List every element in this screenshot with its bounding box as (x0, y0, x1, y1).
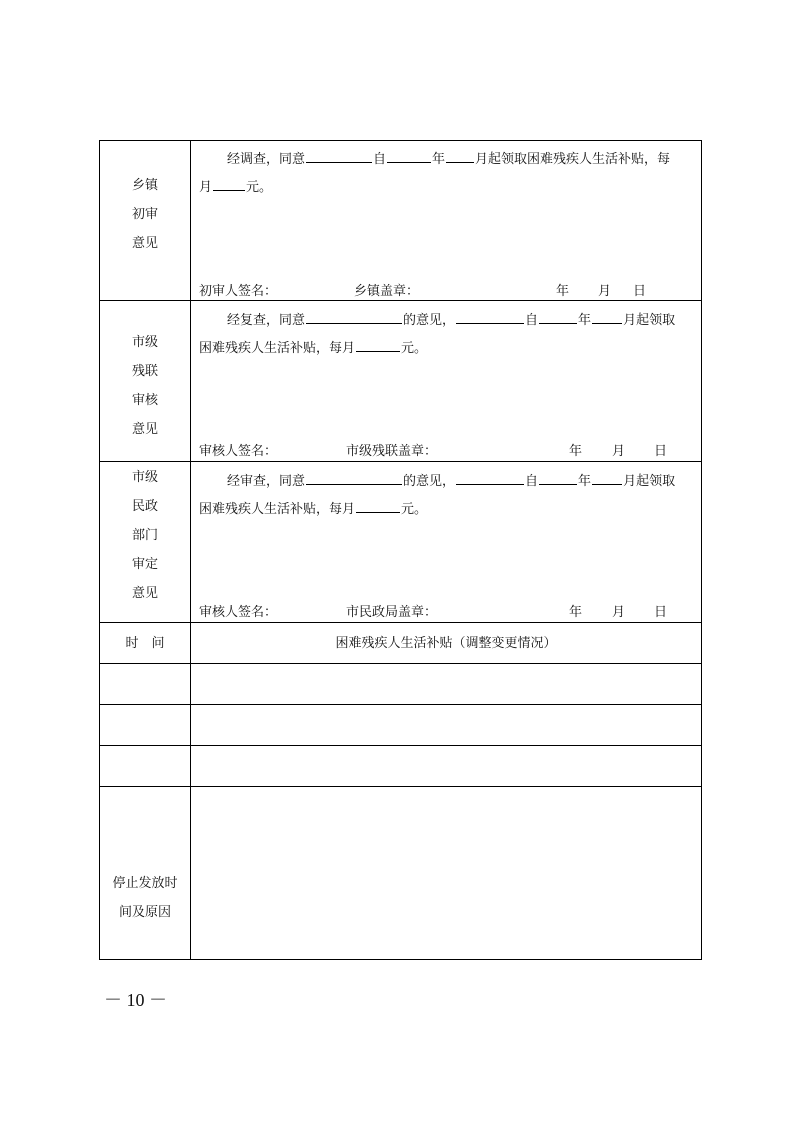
city-civil-affairs-opinion-line-1: 经审查，同意 的意见， 自 年 月起领取 (227, 471, 675, 491)
township-review-label (100, 171, 190, 258)
label-line: 民政 (131, 499, 158, 514)
date-month: 月 (612, 444, 626, 459)
city-disability-opinion-line-2: 困难残疾人生活补贴，每月 元。 (199, 338, 427, 358)
consent-opinion-blank[interactable] (306, 310, 402, 324)
label-line: 乡镇 (131, 178, 158, 193)
row-divider (100, 461, 701, 462)
monthly-amount-blank[interactable] (356, 499, 400, 513)
adjust-time-cell-1[interactable] (100, 664, 190, 704)
label-line: 意见 (131, 422, 158, 437)
page-number: － 10 － (104, 990, 167, 1010)
consent-opinion-blank[interactable] (306, 471, 402, 485)
time-column-header: 时 问 (125, 636, 165, 651)
date-month: 月 (598, 284, 612, 299)
consent-name-blank[interactable] (456, 471, 524, 485)
row-divider (100, 622, 701, 623)
township-opinion-line-1: 经调查，同意 自 年 月起领取困难残疾人生活补贴，每 (227, 149, 670, 169)
monthly-amount-blank[interactable] (213, 177, 245, 191)
signer-label: 审核人签名： (199, 605, 278, 620)
label-line: 间及原因 (118, 905, 171, 920)
date-day: 日 (633, 284, 647, 299)
year-blank[interactable] (539, 471, 577, 485)
date-day: 日 (654, 605, 668, 620)
adjust-time-cell-2[interactable] (100, 705, 190, 745)
city-civil-affairs-opinion-line-2: 困难残疾人生活补贴，每月 元。 (199, 499, 427, 519)
consent-name-blank[interactable] (306, 149, 372, 163)
month-blank[interactable] (446, 149, 474, 163)
month-blank[interactable] (592, 471, 622, 485)
signer-label: 初审人签名： (199, 284, 278, 299)
year-blank[interactable] (539, 310, 577, 324)
seal-label: 乡镇盖章： (354, 284, 420, 299)
adjust-time-cell-3[interactable] (100, 746, 190, 786)
seal-label: 市民政局盖章： (346, 605, 438, 620)
month-blank[interactable] (592, 310, 622, 324)
adjust-content-cell-3[interactable] (191, 746, 701, 786)
label-line: 审核 (131, 393, 158, 408)
adjust-content-cell-2[interactable] (191, 705, 701, 745)
city-civil-affairs-review-label (100, 463, 190, 608)
stop-payment-reason-cell[interactable] (191, 787, 701, 959)
label-line: 市级 (131, 335, 158, 350)
city-disability-review-label (100, 328, 190, 444)
adjustment-column-header: 困难残疾人生活补贴（调整变更情况） (335, 636, 557, 651)
city-disability-opinion-line-1: 经复查，同意 的意见， 自 年 月起领取 (227, 310, 675, 330)
label-line: 市级 (131, 470, 158, 485)
consent-name-blank[interactable] (456, 310, 524, 324)
stop-payment-label (100, 869, 190, 927)
seal-label: 市级残联盖章： (346, 444, 438, 459)
label-line: 意见 (131, 236, 158, 251)
label-line: 残联 (131, 364, 158, 379)
date-month: 月 (612, 605, 626, 620)
label-line: 意见 (131, 586, 158, 601)
date-year: 年 (569, 444, 583, 459)
township-opinion-line-2: 月 元。 (199, 177, 272, 197)
approval-form-table (99, 140, 702, 960)
label-line: 停止发放时 (112, 876, 178, 891)
signer-label: 审核人签名： (199, 444, 278, 459)
date-year: 年 (569, 605, 583, 620)
label-line: 审定 (131, 557, 158, 572)
date-day: 日 (654, 444, 668, 459)
label-line: 初审 (131, 207, 158, 222)
year-blank[interactable] (387, 149, 431, 163)
adjust-content-cell-1[interactable] (191, 664, 701, 704)
date-year: 年 (556, 284, 570, 299)
monthly-amount-blank[interactable] (356, 338, 400, 352)
label-line: 部门 (131, 528, 158, 543)
